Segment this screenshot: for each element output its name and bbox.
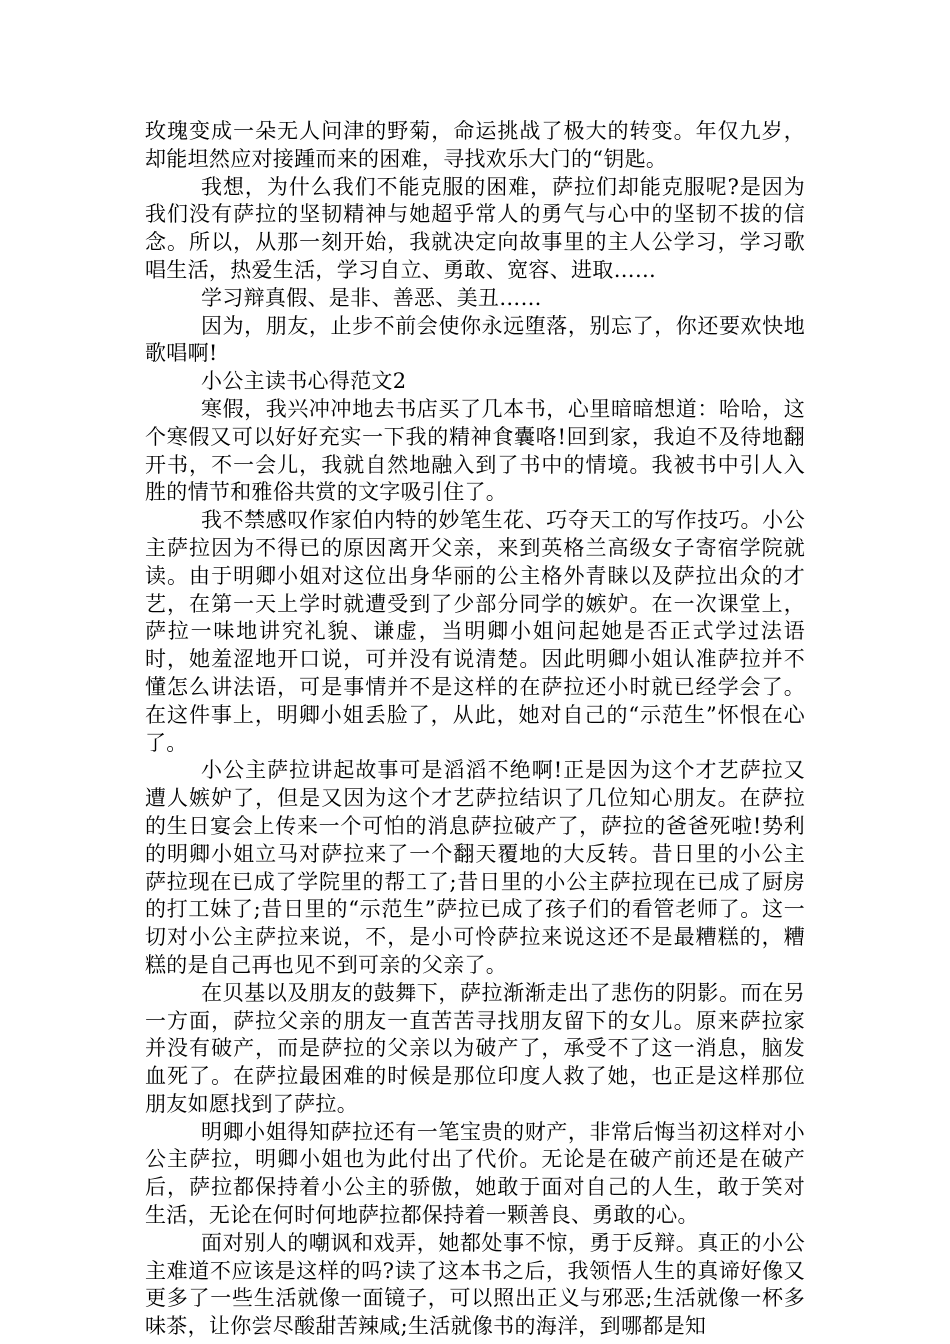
paragraph: 面对别人的嘲讽和戏弄，她都处事不惊，勇于反辩。真正的小公主难道不应该是这样的吗?读了这本书之后，我领悟人生的真谛好像又更多了一些生活就像一面镜子，可以照出正义与邪恶;生活就像一杯多味茶，让你尝尽酸甜苦辣咸;生活就像书的海洋，到哪都是知: [145, 1230, 805, 1339]
paragraph: 玫瑰变成一朵无人问津的野菊，命运挑战了极大的转变。年仅九岁，却能坦然应对接踵而来的困难，寻找欢乐大门的“钥匙。: [145, 119, 805, 171]
section-heading: 小公主读书心得范文2: [201, 369, 407, 394]
paragraph: 我不禁感叹作家伯内特的妙笔生花、巧夺天工的写作技巧。小公主萨拉因为不得已的原因离开父亲，来到英格兰高级女子寄宿学院就读。由于明卿小姐对这位出身华丽的公主格外青睐以及萨拉出众的才艺，在第一天上学时就遭受到了少部分同学的嫉妒。在一次课堂上，萨拉一味地讲究礼貌、谦虚，当明卿小姐问起她是否正式学过法语时，她羞涩地开口说，可并没有说清楚。因此明卿小姐认准萨拉并不懂怎么讲法语，可是事情并不是这样的在萨拉还小时就已经学会了。在这件事上，明卿小姐丢脸了，从此，她对自己的“示范生”怀恨在心了。: [145, 508, 805, 755]
paragraph: 在贝基以及朋友的鼓舞下，萨拉渐渐走出了悲伤的阴影。而在另一方面，萨拉父亲的朋友一直苦苦寻找朋友留下的女儿。原来萨拉家并没有破产，而是萨拉的父亲以为破产了，承受不了这一消息，脑发血死了。在萨拉最困难的时候是那位印度人救了她，也正是这样那位朋友如愿找到了萨拉。: [145, 980, 805, 1116]
paragraph: 我想，为什么我们不能克服的困难，萨拉们却能克服呢?是因为我们没有萨拉的坚韧精神与她超乎常人的勇气与心中的坚韧不拔的信念。所以，从那一刻开始，我就决定向故事里的主人公学习，学习歌唱生活，热爱生活，学习自立、勇敢、宽容、进取……: [145, 174, 805, 282]
paragraph: 因为，朋友，止步不前会使你永远堕落，别忘了，你还要欢快地歌唱啊!: [145, 313, 805, 366]
paragraph: 寒假，我兴冲冲地去书店买了几本书，心里暗暗想道：哈哈，这个寒假又可以好好充实一下我的精神食囊咯!回到家，我迫不及待地翻开书，不一会儿，我就自然地融入到了书中的情境。我被书中引人入胜的情节和雅俗共赏的文字吸引住了。: [145, 396, 805, 505]
paragraph: 学习辩真假、是非、善恶、美丑……: [201, 285, 542, 310]
paragraph: 小公主萨拉讲起故事可是滔滔不绝啊!正是因为这个才艺萨拉又遭人嫉妒了，但是又因为这个才艺萨拉结识了几位知心朋友。在萨拉的生日宴会上传来一个可怕的消息萨拉破产了，萨拉的爸爸死啦!势利的明卿小姐立马对萨拉来了一个翻天覆地的大反转。昔日里的小公主萨拉现在已成了学院里的帮工了;昔日里的小公主萨拉现在已成了厨房的打工妹了;昔日里的“示范生”萨拉已成了孩子们的看管老师了。这一切对小公主萨拉来说，不，是小可怜萨拉来说这还不是最糟糕的，糟糕的是自己再也见不到可亲的父亲了。: [145, 758, 805, 977]
document-body: [145, 118, 805, 1341]
paragraph: 明卿小姐得知萨拉还有一笔宝贵的财产，非常后悔当初这样对小公主萨拉，明卿小姐也为此付出了代价。无论是在破产前还是在破产后，萨拉都保持着小公主的骄傲，她敢于面对自己的人生，敢于笑对生活，无论在何时何地萨拉都保持着一颗善良、勇敢的心。: [145, 1119, 805, 1228]
